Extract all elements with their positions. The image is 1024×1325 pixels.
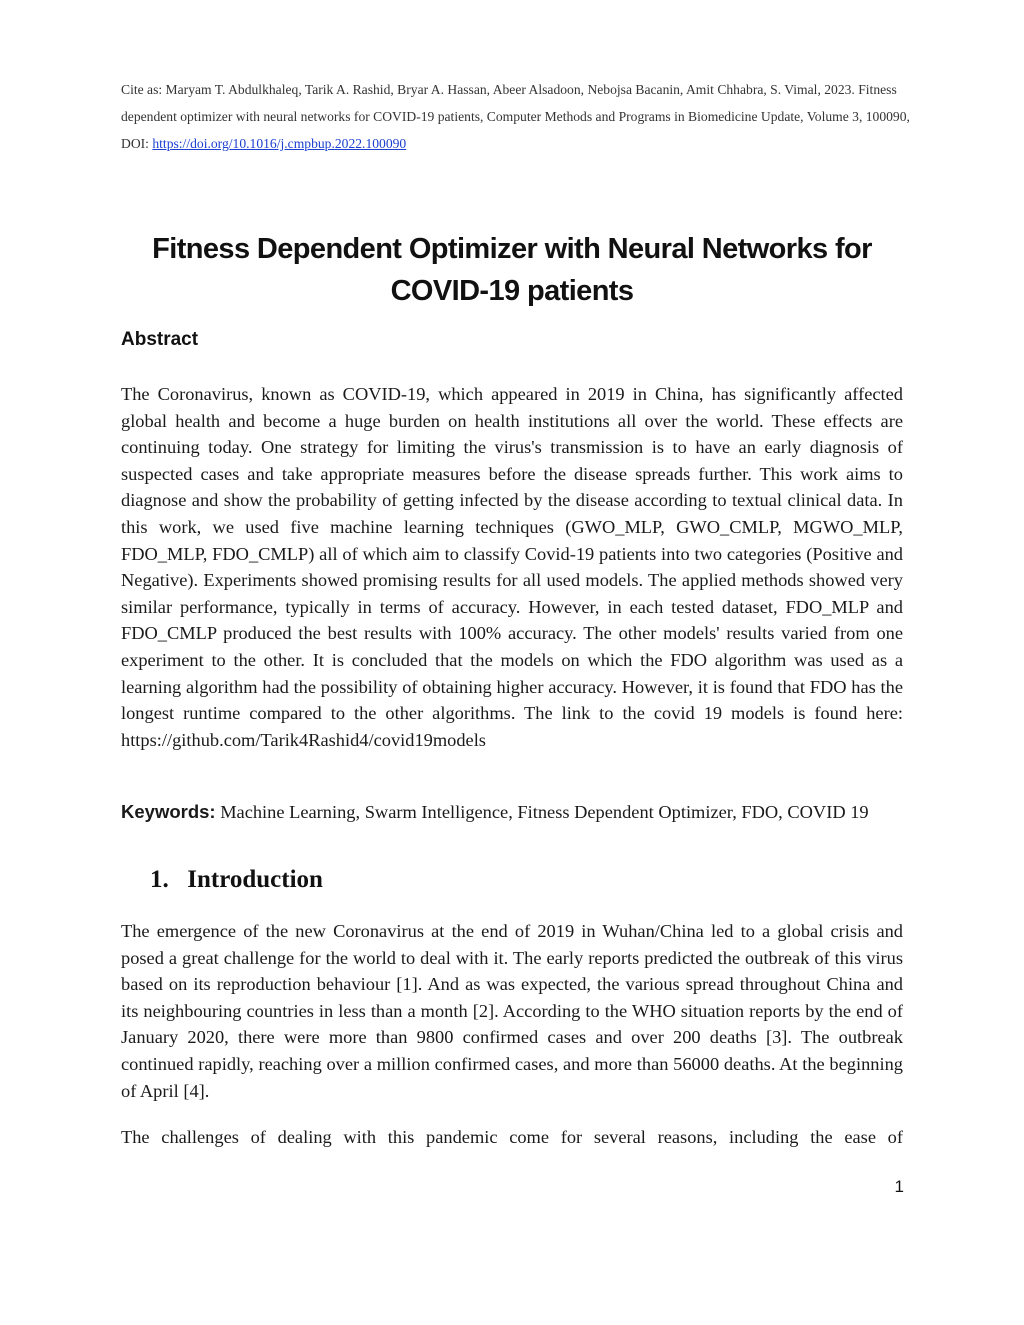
page-number: 1	[894, 1177, 904, 1196]
keywords-block	[121, 799, 903, 826]
paper-title: Fitness Dependent Optimizer with Neural Networks for COVID-19 patients	[152, 233, 872, 307]
section-heading-introduction	[150, 863, 323, 897]
introduction-paragraph-1: The emergence of the new Coronavirus at the end of 2019 in Wuhan/China led to a global crisis and posed a great challenge for the world to deal with it. The early reports predicted the outbreak of this virus based on its reproduction behaviour [1]. And as was expected, the various spread throughout China and its neighbouring countries in less than a month [2]. According to the WHO situation reports by the end of January 2020, there were more than 9800 confirmed cases and over 200 deaths [3]. The outbreak continued rapidly, reaching over a million confirmed cases, and more than 56000 deaths. At the beginning of April [4].	[121, 921, 903, 1101]
abstract-heading: Abstract	[121, 329, 199, 350]
citation-block	[121, 76, 911, 157]
keywords-label: Keywords:	[121, 801, 216, 822]
abstract-text: The Coronavirus, known as COVID-19, which appeared in 2019 in China, has significantly affected global health and become a huge burden on health institutions all over the world. These effects are continuing today. One strategy for limiting the virus's transmission is to have an early diagnosis of suspected cases and take appropriate measures before the disease spreads further. This work aims to diagnose and show the probability of getting infected by the disease according to textual clinical data. In this work, we used five machine learning techniques (GWO_MLP, GWO_CMLP, MGWO_MLP, FDO_MLP, FDO_CMLP) all of which aim to classify Covid-19 patients into two categories (Positive and Negative). Experiments showed promising results for all used models. The applied methods showed very similar performance, typically in terms of accuracy. However, in each tested dataset, FDO_MLP and FDO_CMLP produced the best results with 100% accuracy. The other models' results varied from one experiment to the other. It is concluded that the models on which the FDO algorithm was used as a learning algorithm had the possibility of obtaining higher accuracy. However, it is found that FDO has the longest runtime compared to the other algorithms. The link to the covid 19 models is found here: https://github.com/Tarik4Rashid4/covid19models	[121, 384, 903, 750]
introduction-paragraph-2: The challenges of dealing with this pandemic come for several reasons, including the ease of	[121, 1127, 903, 1147]
section-number: 1.	[150, 866, 169, 893]
citation-text: Cite as: Maryam T. Abdulkhaleq, Tarik A. Rashid, Bryar A. Hassan, Abeer Alsadoon, Nebojsa Bacanin, Amit Chhabra, S. Vimal, 2023. Fitness dependent optimizer with neural networks for COVID-19 patients, Computer Methods and Programs in Biomedicine Update, Volume 3, 100090, DOI:	[121, 82, 910, 151]
section-title: Introduction	[187, 866, 323, 893]
keywords-text: Machine Learning, Swarm Intelligence, Fitness Dependent Optimizer, FDO, COVID 19	[220, 802, 869, 822]
doi-link[interactable]: https://doi.org/10.1016/j.cmpbup.2022.100090	[152, 136, 407, 151]
